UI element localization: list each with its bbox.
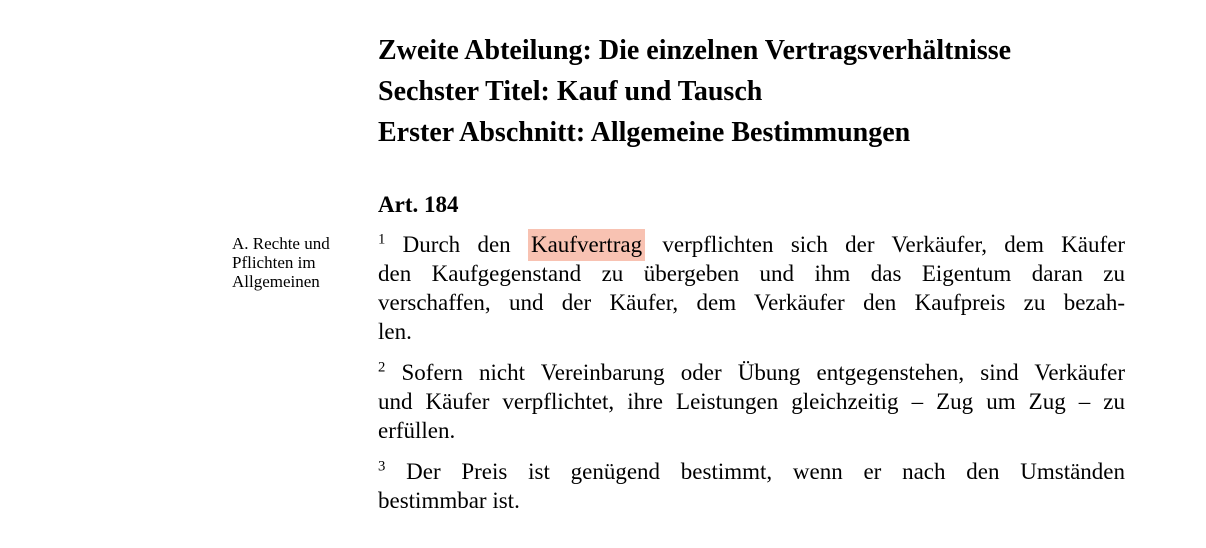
text-highlight: Kaufvertrag [528,229,645,261]
margin-note-line: Allgemeinen [232,272,320,291]
article-paragraphs [378,230,1125,527]
paragraph [378,358,1125,445]
paragraph-line: $^3$ Der Preis ist genügend bestimmt, wenn er nach den Umständen [378,458,1125,484]
paragraph [378,457,1125,515]
paragraph-line: den Kaufgegenstand zu übergeben und ihm das Eigentum daran zu [378,261,1125,286]
paragraph-number: 3 [378,458,386,475]
paragraph-number: 1 [378,231,386,248]
body-column [378,0,1125,548]
paragraph-line: $^1$ Durch den Kaufvertrag verpflichten sich der Verkäufer, dem Käufer [378,230,1125,259]
paragraph-line: bestimmbar ist. [378,488,520,513]
paragraph-line: erfüllen. [378,418,456,443]
paragraph-line: len. [378,319,412,344]
paragraph-line: $^2$ Sofern nicht Vereinbarung oder Übung entgegenstehen, sind Verkäufer [378,359,1125,385]
margin-note [232,234,382,291]
heading-title: Sechster Titel: Kauf und Tausch [378,76,763,107]
article-heading: Art. 184 [378,192,459,217]
paragraph-number: 2 [378,359,386,376]
heading-division: Zweite Abteilung: Die einzelnen Vertragsverhältnisse [378,35,1012,66]
paragraph [378,230,1125,346]
margin-note-line: A. Rechte und [232,234,330,253]
paragraph-line: verschaffen, und der Käufer, dem Verkäufer den Kaufpreis zu bezah- [378,290,1125,315]
heading-section: Erster Abschnitt: Allgemeine Bestimmungen [378,117,911,148]
paragraph-line: und Käufer verpflichtet, ihre Leistungen gleichzeitig – Zug um Zug – zu [378,389,1125,414]
margin-note-line: Pflichten im [232,253,316,272]
section-headings [378,30,1125,153]
